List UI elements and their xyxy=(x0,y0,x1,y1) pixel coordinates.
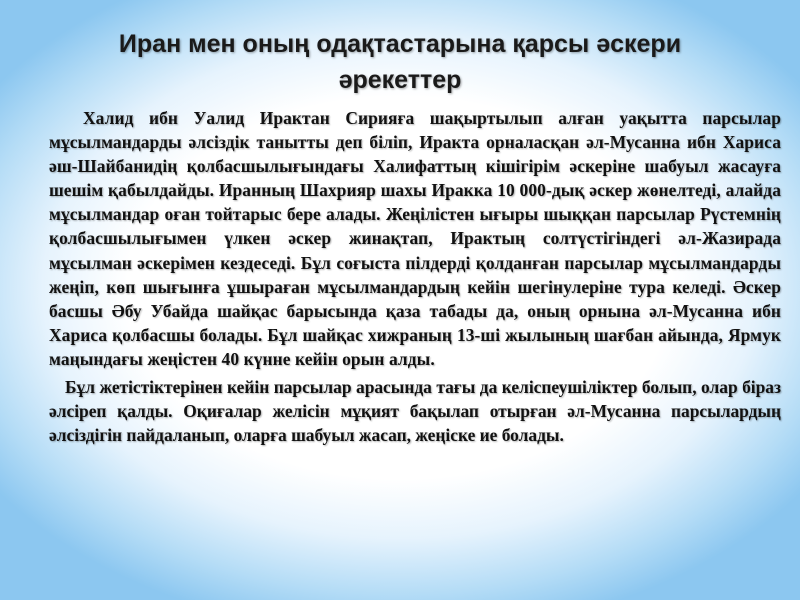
paragraph-1: Халид ибн Уалид Ирактан Сирияға шақыртылып алған уақытта парсылар мұсылмандарды әлсіздік танытты деп біліп, Иракта орналасқан әл-Мусанна ибн Хариса әш-Шайбанидің қолбасшылығындағы Халифаттың кішігірім әскеріне шабуыл жасауға шешім қабылдайды. Иранның Шахрияр шахы Иракка 10 000-дық әскер жөнелтеді, алайда мұсылмандар оған тойтарыс бере алады. Жеңілістен ығыры шыққан парсылар Рүстемнің қолбасшылығымен үлкен әскер жинақтап, Ирактың солтүстігіндегі әл-Жазирада мұсылман әскерімен кездеседі. Бұл соғыста пілдерді қолданған парсылар мұсылмандарды жеңіп, көп шығынға ұшыраған мұсылмандардың кейін шегінулеріне тура келеді. Әскер басшы Әбу Убайда шайқас барысында қаза табады да, оның орнына әл-Мусанна ибн Хариса қолбасшы болады. Бұл шайқас хижраның 13-ші жылының шағбан айында, Ярмук маңындағы жеңістен 40 күнне кейін орын алды. xyxy=(49,108,781,369)
slide-title: Иран мен оның одақтастарына қарсы әскери әрекеттер xyxy=(118,30,682,94)
slide-body xyxy=(49,106,781,447)
paragraph-2: Бұл жетістіктерінен кейін парсылар арасында тағы да келіспеушіліктер болып, олар біраз әлсіреп қалды. Оқиғалар желісін мұқият бақылап отырған әл-Мусанна парсылардың әлсіздігін пайдаланып, оларға шабуыл жасап, жеңіске ие болады. xyxy=(49,377,781,446)
